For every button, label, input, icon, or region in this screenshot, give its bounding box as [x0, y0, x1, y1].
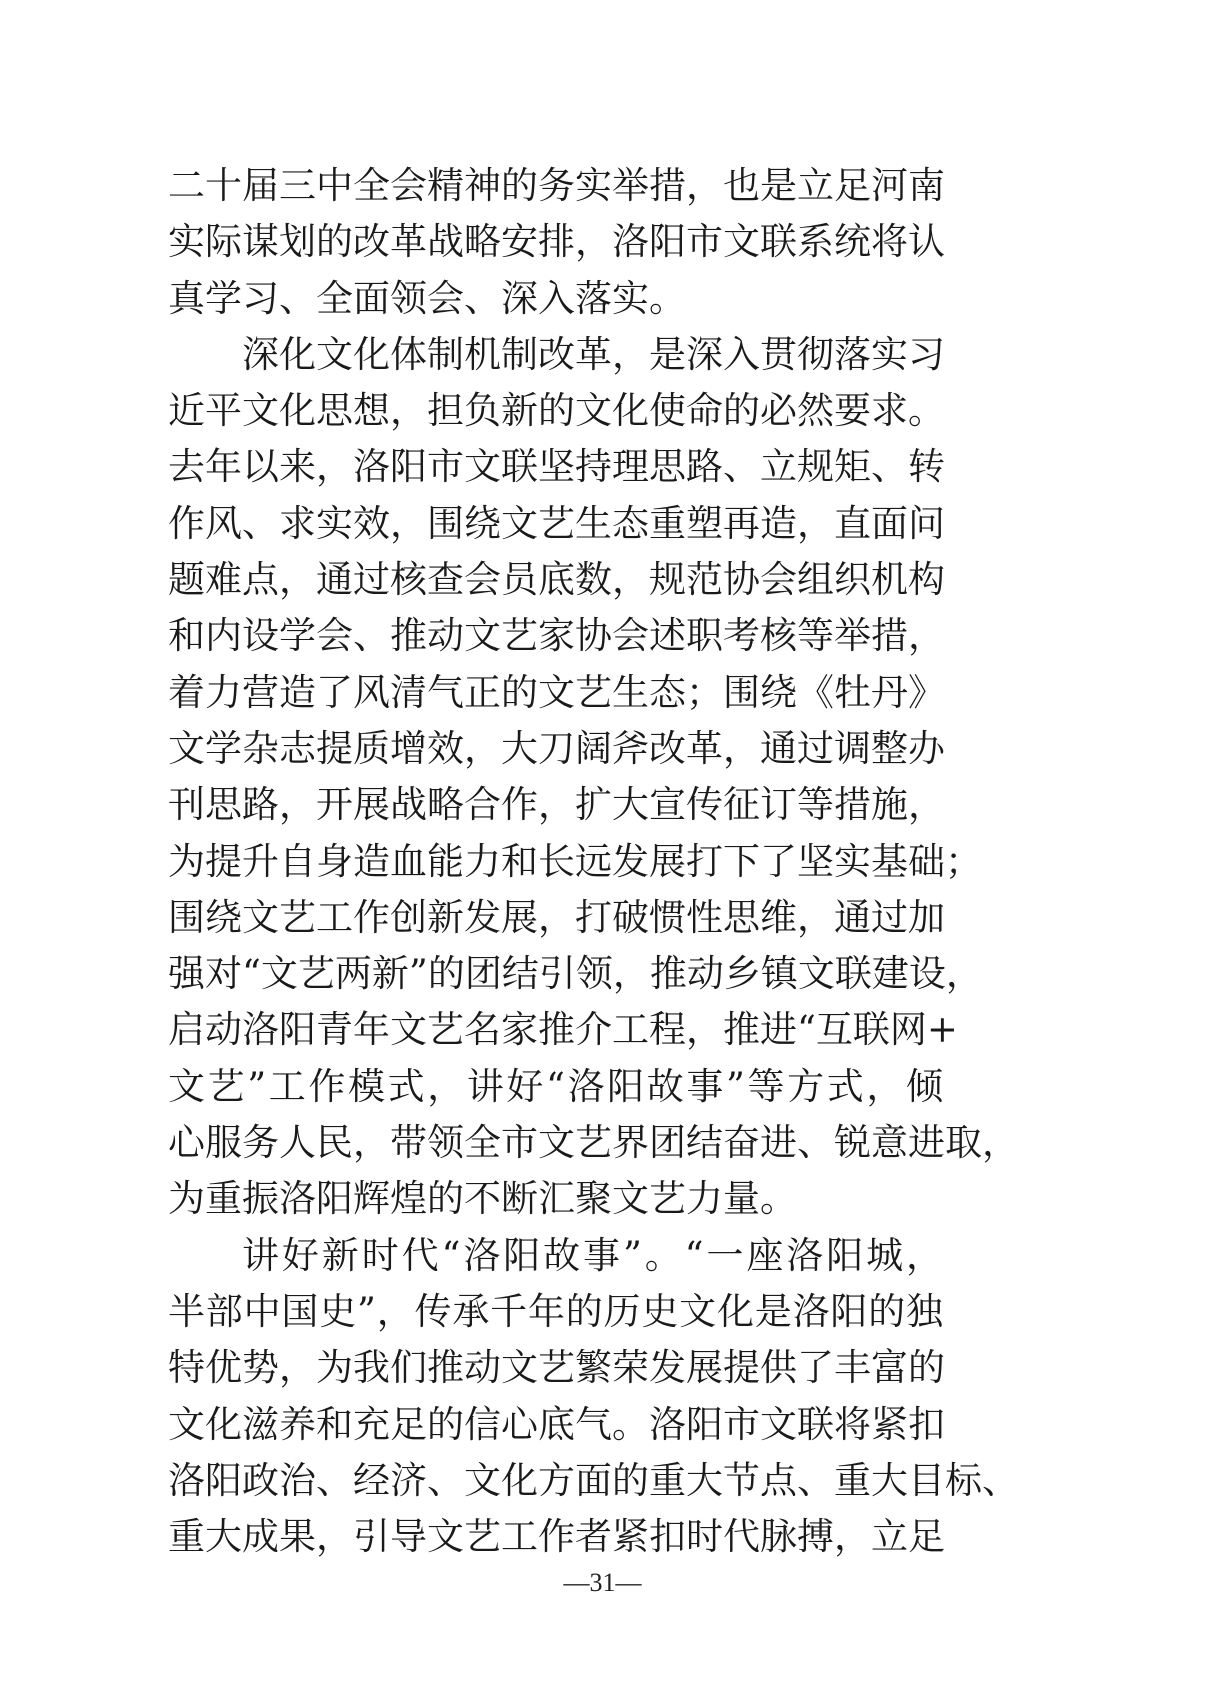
text-line: 洛阳政治、经济、文化方面的重大节点、重大目标、 [168, 1458, 1019, 1502]
text-line: 二十届三中全会精神的务实举措，也是立足河南 [168, 164, 945, 207]
text-line: 半部中国史”，传承千年的历史文化是洛阳的独 [168, 1289, 943, 1333]
text-line: 去年以来，洛阳市文联坚持理思路、立规矩、转 [168, 445, 945, 489]
text-line: 启动洛阳青年文艺名家推介工程，推进“互联网+ [168, 1008, 958, 1052]
paragraph-1 [168, 158, 943, 327]
text-line: 讲好新时代“洛阳故事”。“一座洛阳城， [242, 1233, 943, 1277]
text-line: 特优势，为我们推动文艺繁荣发展提供了丰富的 [168, 1346, 945, 1390]
text-line: 深化文化体制机制改革，是深入贯彻落实习 [242, 332, 945, 376]
text-line: 刊思路，开展战略合作，扩大宣传征订等措施， [168, 783, 945, 827]
text-line: 文艺”工作模式，讲好“洛阳故事”等方式，倾 [168, 1064, 943, 1108]
text-line: 作风、求实效，围绕文艺生态重塑再造，直面问 [168, 501, 945, 545]
page-number: —31— [563, 1568, 642, 1597]
text-line: 强对“文艺两新”的团结引领，推动乡镇文联建设， [168, 952, 983, 996]
text-line: 文学杂志提质增效，大刀阔斧改革，通过调整办 [168, 726, 945, 770]
text-line: 文化滋养和充足的信心底气。洛阳市文联将紧扣 [168, 1402, 945, 1446]
text-line: 近平文化思想，担负新的文化使命的必然要求。 [168, 389, 945, 433]
body-text [168, 158, 1019, 1565]
text-line: 题难点，通过核查会员底数，规范协会组织机构 [168, 558, 945, 602]
text-line: 心服务人民，带领全市文艺界团结奋进、锐意进取， [168, 1121, 1019, 1165]
text-line: 着力营造了风清气正的文艺生态；围绕《牡丹》 [168, 670, 945, 714]
text-line: 为重振洛阳辉煌的不断汇聚文艺力量。 [168, 1177, 797, 1221]
text-line: 真学习、全面领会、深入落实。 [168, 276, 686, 320]
text-line: 重大成果，引导文艺工作者紧扣时代脉搏，立足 [168, 1515, 945, 1559]
text-line: 为提升自身造血能力和长远发展打下了坚实基础； [168, 839, 982, 883]
text-line: 实际谋划的改革战略安排，洛阳市文联系统将认 [168, 220, 945, 264]
paragraph-2 [168, 327, 1019, 1228]
paragraph-3 [168, 1228, 1019, 1566]
text-line: 和内设学会、推动文艺家协会述职考核等举措， [168, 614, 945, 658]
text-line: 围绕文艺工作创新发展，打破惯性思维，通过加 [168, 895, 945, 939]
